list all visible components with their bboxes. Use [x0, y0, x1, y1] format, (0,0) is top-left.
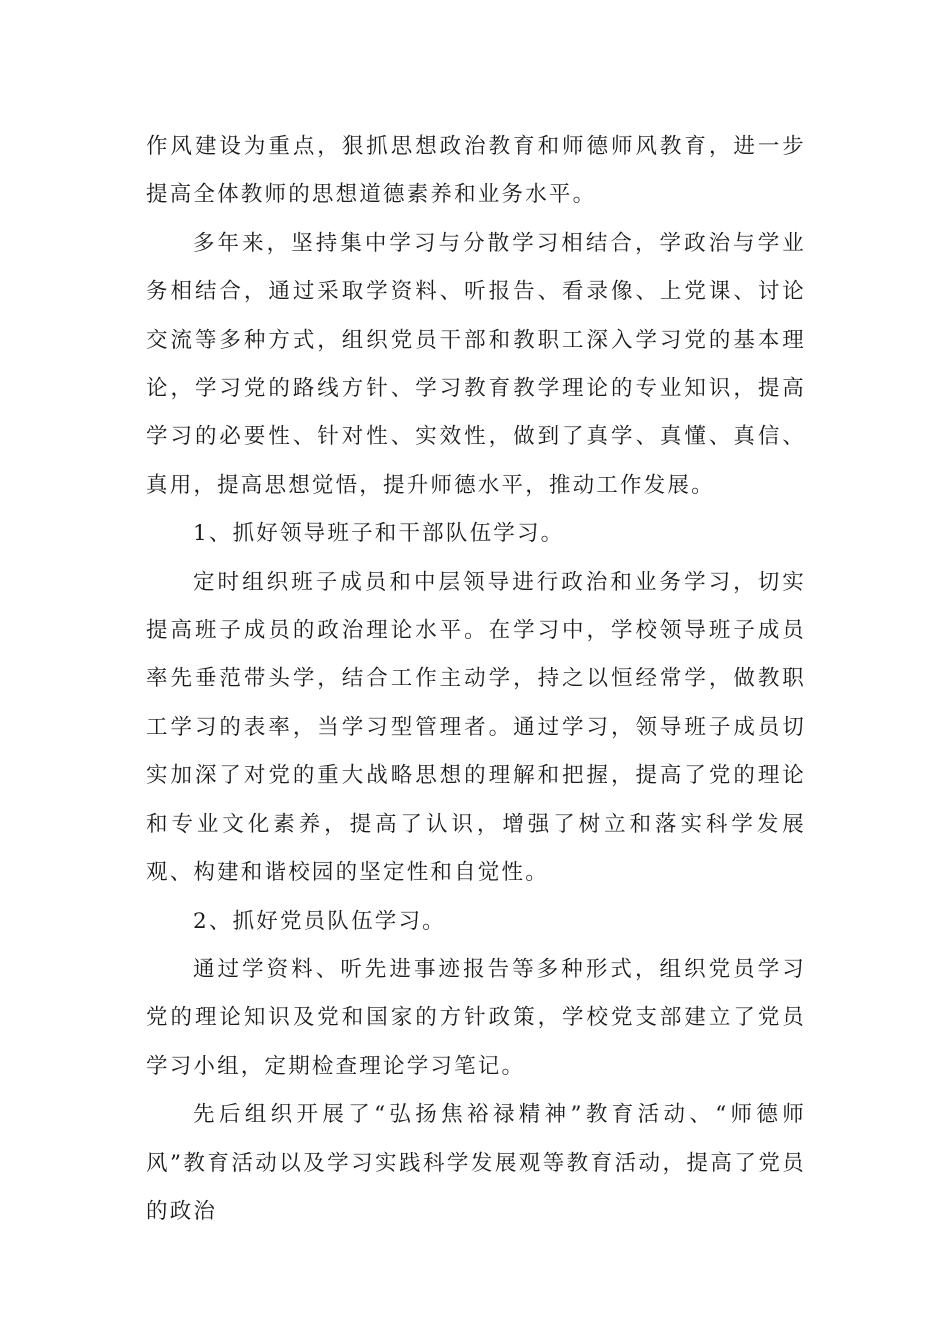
paragraph-5: 先后组织开展了“弘扬焦裕禄精神”教育活动、“师德师风”教育活动以及学习实践科学发展观等教育活动，提高了党员的政治 [146, 1102, 806, 1224]
section-heading-2: 2、抓好党员队伍学习。 [193, 908, 446, 934]
paragraph-3: 定时组织班子成员和中层领导进行政治和业务学习，切实提高班子成员的政治理论水平。在学习中，学校领导班子成员率先垂范带头学，结合工作主动学，持之以恒经常学，做教职工学习的表率，当学习型管理者。通过学习，领导班子成员切实加深了对党的重大战略思想的理解和把握，提高了党的理论和专业文化素养，提高了认识，增强了树立和落实科学发展观、构建和谐校园的坚定性和自觉性。 [146, 569, 806, 886]
paragraph-2: 多年来，坚持集中学习与分散学习相结合，学政治与学业务相结合，通过采取学资料、听报告、看录像、上党课、讨论交流等多种方式，组织党员干部和教职工深入学习党的基本理论，学习党的路线方针、学习教育教学理论的专业知识，提高学习的必要性、针对性、实效性，做到了真学、真懂、真信、真用，提高思想觉悟，提升师德水平，推动工作发展。 [146, 230, 806, 498]
paragraph-1: 作风建设为重点，狠抓思想政治教育和师德师风教育，进一步提高全体教师的思想道德素养和业务水平。 [146, 134, 806, 208]
paragraph-4: 通过学资料、听先进事迹报告等多种形式，组织党员学习党的理论知识及党和国家的方针政策，学校党支部建立了党员学习小组，定期检查理论学习笔记。 [146, 956, 806, 1079]
section-heading-1: 1、抓好领导班子和干部队伍学习。 [193, 521, 565, 547]
document-body [146, 123, 806, 1236]
